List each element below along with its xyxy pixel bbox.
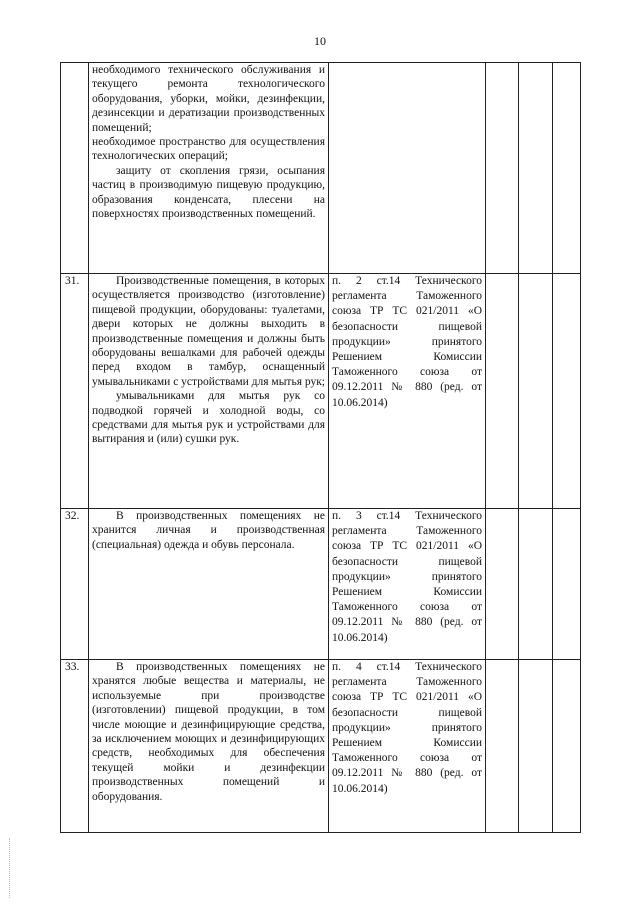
requirement-paragraph: необходимого технического обслуживания и текущего ремонта технологического оборудования, уборки, мойки, дезинфекции, дезинсекции и дератизации производственных помещений; [92, 64, 325, 134]
note-cell [553, 509, 581, 660]
legal-reference-cell: п. 2 ст.14 Технического регламента Таможенного союза ТР ТС 021/2011 «О безопасности пищевой продукции» принятого Решением Комиссии Таможенного союза от 09.12.2011 № 880 (ред. от 10.06.2014) [329, 274, 486, 509]
row-number: 33. [61, 660, 89, 833]
legal-reference-cell: п. 4 ст.14 Технического регламента Таможенного союза ТР ТС 021/2011 «О безопасности пищевой продукции» принятого Решением Комиссии Таможенного союза от 09.12.2011 № 880 (ред. от 10.06.2014) [329, 660, 486, 833]
requirement-paragraph: защиту от скопления грязи, осыпания частиц в производимую пищевую продукцию, образования конденсата, плесени на поверхностях производственных помещений. [92, 164, 325, 221]
requirement-cell [89, 660, 329, 833]
answer-yes-cell [486, 63, 519, 274]
note-cell [553, 660, 581, 833]
requirement-paragraph: необходимое пространство для осуществления технологических операций; [92, 136, 325, 163]
requirement-cell [89, 509, 329, 660]
answer-no-cell [519, 63, 553, 274]
note-cell [553, 274, 581, 509]
page-number: 10 [314, 34, 326, 48]
answer-no-cell [519, 660, 553, 833]
row-number: 31. [61, 274, 89, 509]
table-row [61, 274, 581, 509]
requirement-paragraph: умывальниками для мытья рук со подводкой горячей и холодной воды, со средствами для мытья рук и устройствами для вытирания и (или) сушки рук. [92, 390, 325, 446]
legal-reference-cell: п. 3 ст.14 Технического регламента Таможенного союза ТР ТС 021/2011 «О безопасности пищевой продукции» принятого Решением Комиссии Таможенного союза от 09.12.2011 № 880 (ред. от 10.06.2014) [329, 509, 486, 660]
answer-yes-cell [486, 274, 519, 509]
requirement-paragraph: Производственные помещения, в которых осуществляется производство (изготовление) пищевой продукции, оборудованы: туалетами, двери которых не должны выходить в производственные помещения и должны быть оборудованы вешалками для рабочей одежды перед входом в тамбур, оснащенный умывальниками с устройствами для мытья рук; [92, 275, 325, 388]
table-row [61, 63, 581, 274]
answer-no-cell [519, 509, 553, 660]
row-number [61, 63, 89, 274]
note-cell [553, 63, 581, 274]
table-row [61, 509, 581, 660]
requirements-table [60, 62, 581, 833]
table-row [61, 660, 581, 833]
answer-yes-cell [486, 509, 519, 660]
legal-reference-cell [329, 63, 486, 274]
margin-marks [9, 838, 12, 898]
answer-yes-cell [486, 660, 519, 833]
requirement-cell [89, 274, 329, 509]
row-number: 32. [61, 509, 89, 660]
requirement-paragraph: В производственных помещениях не хранятся любые вещества и материалы, не используемые при производстве (изготовлении) пищевой продукции, в том числе моющие и дезинфицирующие средства, за исключением моющих и дезинфицирующих средств, необходимых для обеспечения текущей мойки и дезинфекции производственных помещений и оборудования. [92, 661, 325, 803]
answer-no-cell [519, 274, 553, 509]
requirement-cell [89, 63, 329, 274]
requirement-paragraph: В производственных помещениях не хранится личная и производственная (специальная) одежда и обувь персонала. [92, 510, 325, 551]
